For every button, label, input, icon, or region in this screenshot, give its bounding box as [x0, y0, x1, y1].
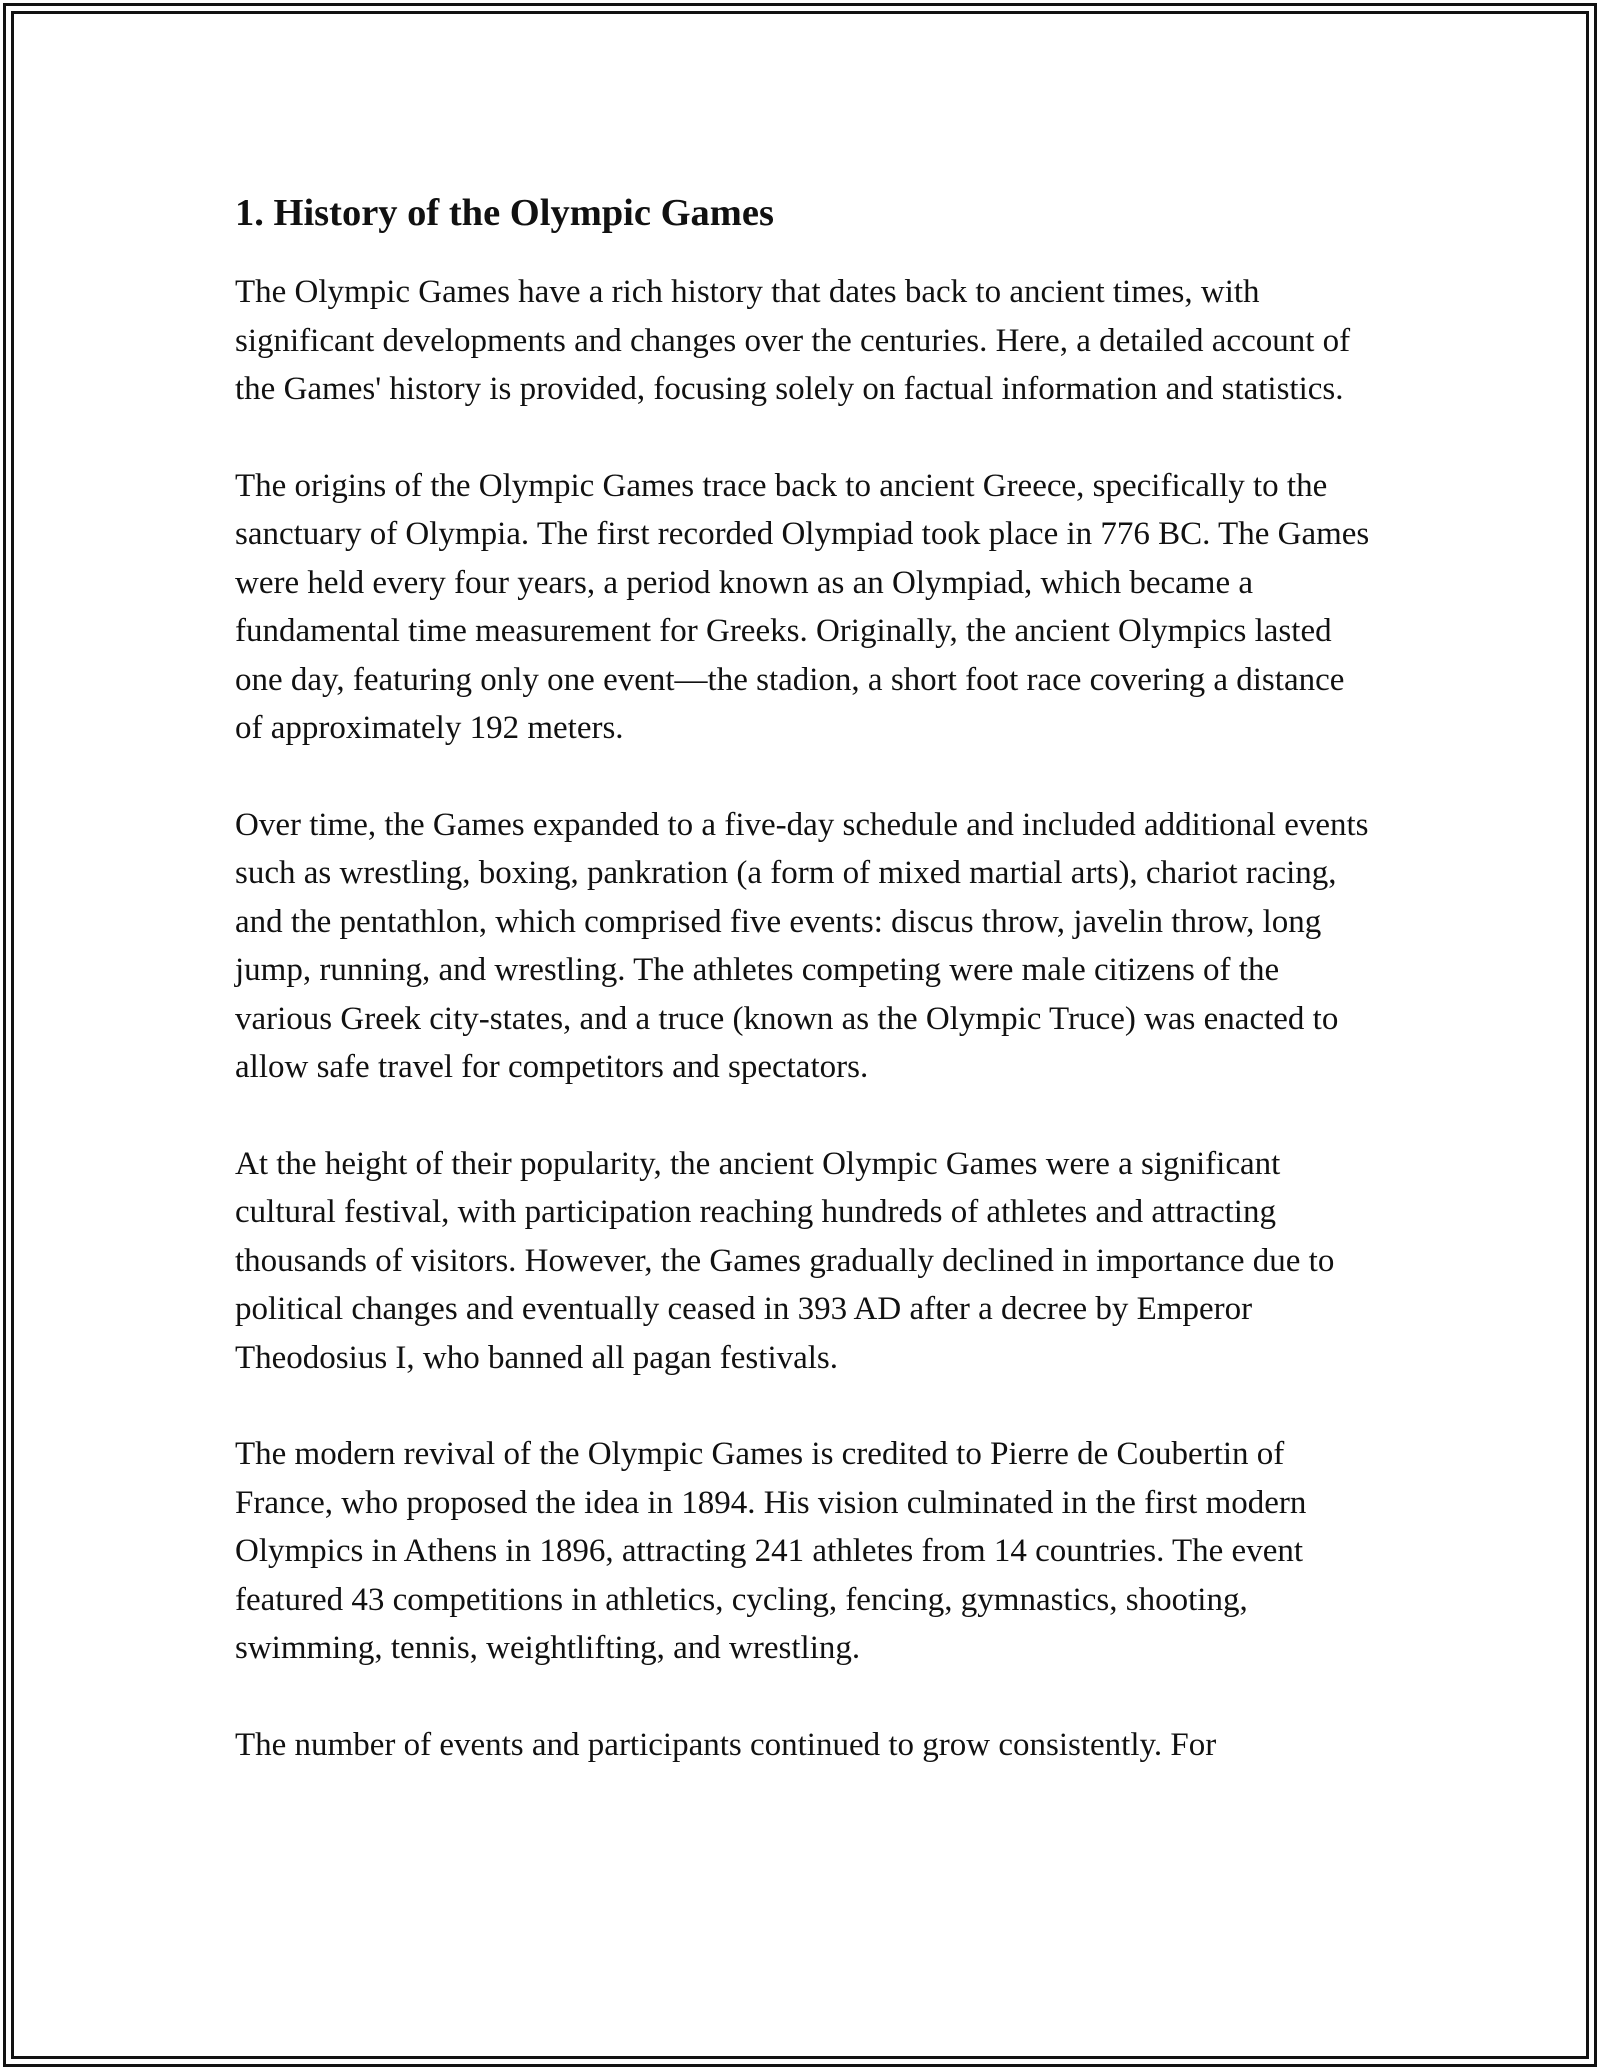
paragraph-intro: The Olympic Games have a rich history that dates back to ancient times, with significant developments and changes over the centuries. Here, a detailed account of the Games' history is provided, focusing solely on factual information and statistics.: [235, 274, 1351, 407]
paragraph-growth: The number of events and participants continued to grow consistently. For: [235, 1726, 1217, 1763]
document-body: [235, 185, 1375, 1817]
paragraph-decline: At the height of their popularity, the ancient Olympic Games were a significant cultural festival, with participation reaching hundreds of athletes and attracting thousands of visitors. However, the Games gradually declined in importance due to political changes and eventually ceased in 393 AD after a decree by Emperor Theodosius I, who banned all pagan festivals.: [235, 1145, 1335, 1376]
paragraph-modern-revival: The modern revival of the Olympic Games is credited to Pierre de Coubertin of France, who proposed the idea in 1894. His vision culminated in the first modern Olympics in Athens in 1896, attracting 241 athletes from 14 countries. The event featured 43 competitions in athletics, cycling, fencing, gymnastics, shooting, swimming, tennis, weightlifting, and wrestling.: [235, 1436, 1307, 1666]
paragraph-origins: The origins of the Olympic Games trace back to ancient Greece, specifically to the sanctuary of Olympia. The first recorded Olympiad took place in 776 BC. The Games were held every four years, a period known as an Olympiad, which became a fundamental time measurement for Greeks. Originally, the ancient Olympics lasted one day, featuring only one event—the stadion, a short foot race covering a distance of approximately 192 meters.: [235, 467, 1370, 746]
section-title: 1. History of the Olympic Games: [235, 192, 774, 234]
paragraph-expansion: Over time, the Games expanded to a five-day schedule and included additional events such as wrestling, boxing, pankration (a form of mixed martial arts), chariot racing, and the pentathlon, which comprised five events: discus throw, javelin throw, long jump, running, and wrestling. The athletes competing were male citizens of the various Greek city-states, and a truce (known as the Olympic Truce) was enacted to allow safe travel for competitors and spectators.: [235, 806, 1369, 1085]
